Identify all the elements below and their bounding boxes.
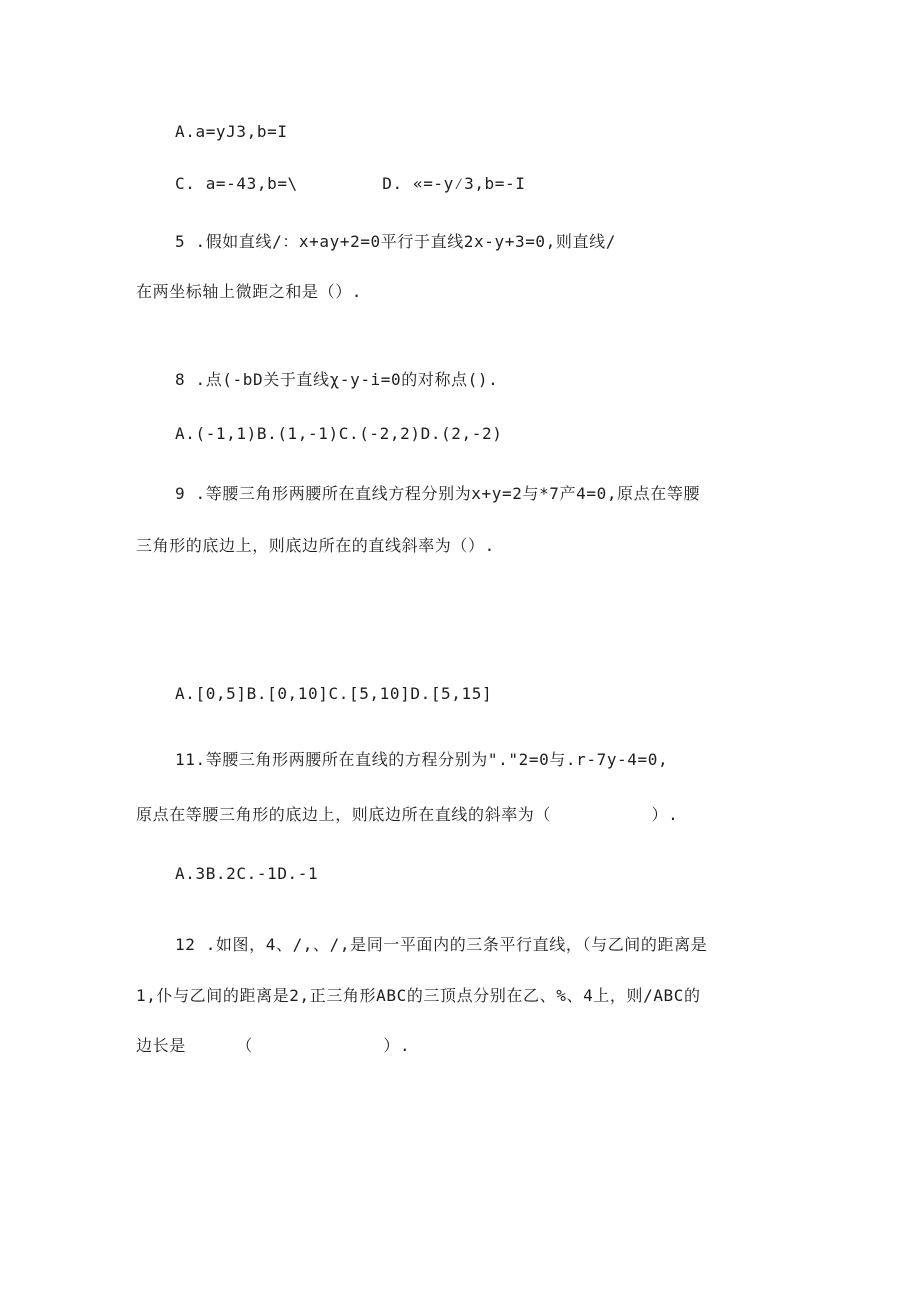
question-11-line-1 — [175, 748, 668, 772]
question-12-prompt: 边长是 — [136, 1036, 186, 1055]
question-8-options — [175, 422, 502, 446]
question-5-text: 5 .假如直线/：x+ay+2=0平行于直线2x-y+3=0,则直线/ — [175, 232, 616, 251]
question-12-close-paren: ）. — [383, 1036, 411, 1055]
option-a-text: A.a=yJ3,b=I — [175, 122, 288, 141]
question-9-continuation: 三角形的底边上，则底边所在的直线斜率为（）. — [136, 536, 495, 555]
question-12-continuation: 1,仆与乙间的距离是2,正三角形ABC的三顶点分别在乙、%、4上，则/ABC的 — [136, 986, 701, 1005]
question-8-line — [175, 368, 498, 392]
question-12-line-2 — [136, 984, 701, 1008]
question-5-line-1 — [175, 230, 616, 254]
question-12-line-1 — [175, 933, 707, 957]
question-9-text: 9 .等腰三角形两腰所在直线方程分别为x+y=2与*7产4=0,原点在等腰 — [175, 484, 701, 503]
option-d-text: D. «=-y⁄3,b=-I — [382, 174, 526, 193]
option-line-a — [175, 120, 288, 144]
option-c-text: C. a=-43,b=\ — [175, 174, 298, 193]
question-11-close-paren: ）. — [651, 805, 679, 824]
range-options-line — [175, 682, 492, 706]
question-5-line-2 — [136, 280, 362, 304]
question-8-options-text: A.(-1,1)B.(1,-1)C.(-2,2)D.(2,-2) — [175, 424, 503, 443]
question-12-open-paren: （ — [236, 1036, 253, 1055]
question-11-text: 11.等腰三角形两腰所在直线的方程分别为"."2=0与.r-7y-4=0, — [175, 750, 669, 769]
option-line-cd — [175, 172, 526, 196]
question-11-continuation: 原点在等腰三角形的底边上，则底边所在直线的斜率为（ — [136, 805, 552, 824]
question-9-line-1 — [175, 482, 700, 506]
question-12-text: 12 .如图，4、/,、/,是同一平面内的三条平行直线，（与乙间的距离是 — [175, 935, 708, 954]
question-11-options — [175, 862, 318, 886]
question-12-line-3 — [136, 1034, 410, 1058]
question-8-text: 8 .点(-bD关于直线χ-y-i=0的对称点(). — [175, 370, 499, 389]
question-9-line-2 — [136, 534, 495, 558]
range-options-text: A.[0,5]B.[0,10]C.[5,10]D.[5,15] — [175, 684, 493, 703]
question-5-continuation: 在两坐标轴上微距之和是（）. — [136, 282, 363, 301]
question-11-line-2 — [136, 803, 678, 827]
question-11-options-text: A.3B.2C.-1D.-1 — [175, 864, 319, 883]
